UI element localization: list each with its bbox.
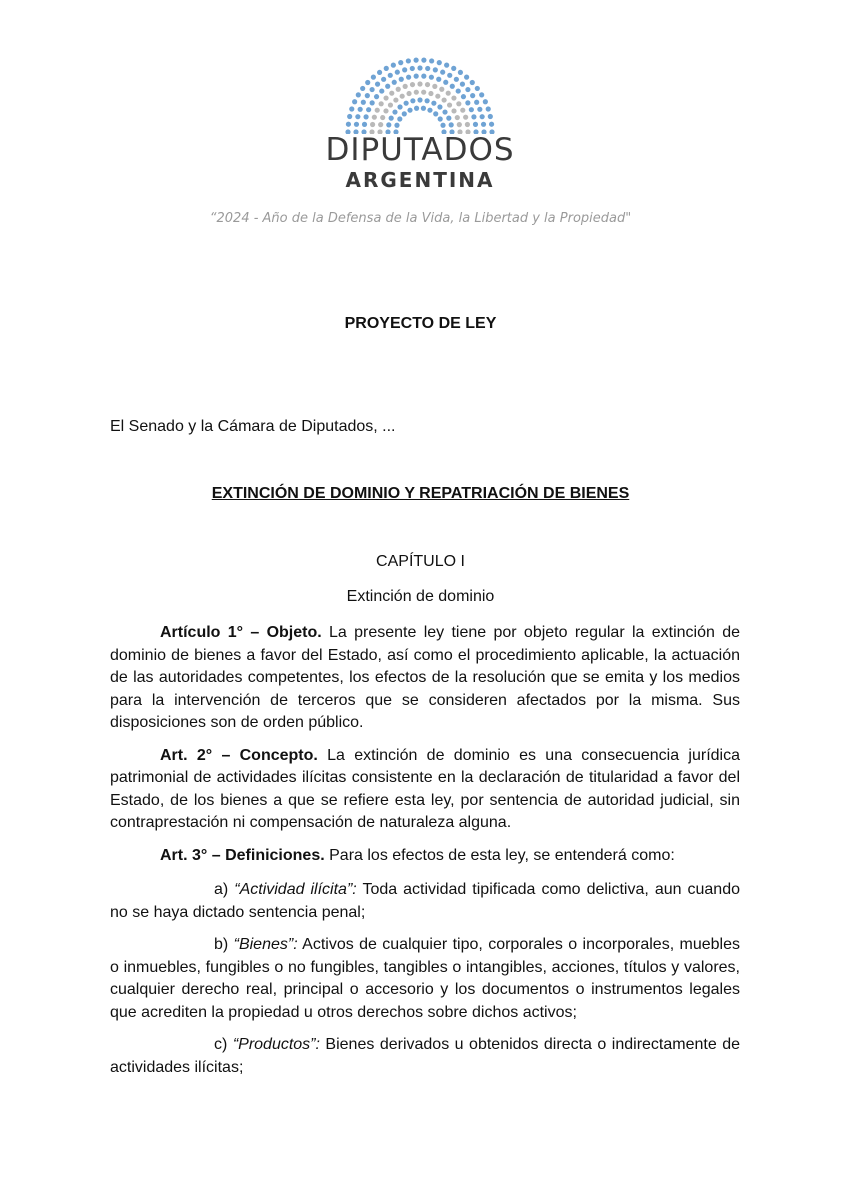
definition-term: “Bienes”: [233, 936, 298, 953]
definition-letter: c) [214, 1036, 228, 1053]
hemicycle-seat-dot [429, 75, 434, 80]
hemicycle-seat-dot [429, 58, 434, 63]
article-1 [110, 622, 740, 735]
hemicycle-seat-dot [404, 101, 409, 106]
intro-line: El Senado y la Cámara de Diputados, ... [110, 418, 396, 435]
definition-b [110, 934, 740, 1024]
hemicycle-seat-dot [392, 109, 397, 114]
hemicycle-seat-dot [361, 100, 366, 105]
hemicycle-seat-dot [402, 67, 407, 72]
hemicycle-seat-dot [375, 82, 380, 87]
hemicycle-seat-dot [383, 95, 388, 100]
hemicycle-seat-dot [457, 122, 462, 127]
hemicycle-seat-dot [356, 92, 361, 97]
hemicycle-seat-dot [440, 70, 445, 75]
hemicycle-seat-dot [444, 63, 449, 68]
hemicycle-seat-dot [370, 87, 375, 92]
hemicycle-seat-dot [389, 91, 394, 96]
article-heading: Art. 2° – Concepto. [160, 746, 318, 764]
hemicycle-seat-dot [403, 84, 408, 89]
hemicycle-seat-dot [465, 122, 470, 127]
chapter-heading: CAPÍTULO I [376, 553, 465, 570]
definition-text: Toda actividad tipificada como delictiva, aun cuando no se haya dictado sentencia penal; [110, 881, 741, 921]
hemicycle-seat-dot [363, 114, 368, 119]
hemicycle-seat-dot [417, 97, 422, 102]
hemicycle-seat-dot [375, 108, 380, 113]
hemicycle-seat-dot [349, 106, 354, 111]
definition-text: Activos de cualquier tipo, corporales o incorporales, muebles o inmuebles, fungibles o no fungibles, tangibles o intangibles, acciones, títulos y valores, cualquier derecho real, principal o accesorio y los documentos o instrumentos legales que acrediten la propiedad u otros derechos sobre dichos activos; [110, 936, 740, 1021]
hemicycle-seat-dot [395, 70, 400, 75]
hemicycle-seat-dot [406, 91, 411, 96]
hemicycle-seat-dot [372, 115, 377, 120]
hemicycle-seat-dot [385, 84, 390, 89]
hemicycle-seat-dot [366, 107, 371, 112]
hemicycle-seat-dot [365, 93, 370, 98]
hemicycle-seat-dot [483, 99, 488, 104]
hemicycle-seat-dot [470, 93, 475, 98]
hemicycle-seat-dot [381, 77, 386, 82]
hemicycle-seat-dot [394, 123, 399, 128]
definition-letter: b) [214, 936, 229, 953]
hemicycle-seat-dot [421, 90, 426, 95]
hemicycle-seat-dot [455, 115, 460, 120]
hemicycle-seat-dot [414, 74, 419, 79]
hemicycle-seat-dot [362, 122, 367, 127]
hemicycle-seat-dot [479, 92, 484, 97]
hemicycle-seat-dot [470, 80, 475, 85]
hemicycle-seat-dot [436, 77, 441, 82]
hemicycle-seat-dot [465, 87, 470, 92]
logo-name: DIPUTADOS [325, 132, 515, 168]
law-title: EXTINCIÓN DE DOMINIO Y REPATRIACIÓN DE BIENES [211, 485, 630, 502]
hemicycle-seat-dot [402, 111, 407, 116]
hemicycle-seat-dot [464, 75, 469, 80]
hemicycle-seat-dot [447, 73, 452, 78]
hemicycle-seat-dot [417, 65, 422, 70]
hemicycle-seat-dot [414, 106, 419, 111]
hemicycle-seat-dot [358, 107, 363, 112]
hemicycle-seat-dot [450, 84, 455, 89]
hemicycle-seat-dot [398, 60, 403, 65]
hemicycle-seat-dot [469, 107, 474, 112]
hemicycle-seat-dot [421, 74, 426, 79]
hemicycle-seat-dot [347, 114, 352, 119]
hemicycle-seat-dot [437, 104, 442, 109]
diputados-logo [300, 48, 540, 198]
hemicycle-seat-dot [388, 73, 393, 78]
hemicycle-seat-dot [486, 106, 491, 111]
hemicycle-seat-dot [456, 101, 461, 106]
hemicycle-seat-dot [449, 122, 454, 127]
hemicycle-seat-dot [396, 87, 401, 92]
hemicycle-seat-dot [446, 91, 451, 96]
definition-a [110, 879, 740, 924]
article-2 [110, 745, 740, 835]
article-heading: Artículo 1° – Objeto. [160, 624, 322, 641]
hemicycle-seat-dot [406, 75, 411, 80]
hemicycle-seat-dot [384, 66, 389, 71]
hemicycle-seat-dot [428, 91, 433, 96]
hemicycle-seat-dot [442, 109, 447, 114]
hemicycle-seat-dot [400, 94, 405, 99]
hemicycle-seat-dot [371, 75, 376, 80]
hemicycle-seat-dot [380, 115, 385, 120]
hemicycle-seat-dot [460, 108, 465, 113]
hemicycle-seat-dot [379, 88, 384, 93]
hemicycle-seat-dot [386, 122, 391, 127]
hemicycle-seat-dot [489, 122, 494, 127]
hemicycle-seat-dot [443, 80, 448, 85]
logo-country: ARGENTINA [345, 168, 495, 192]
hemicycle-seat-dot [460, 82, 465, 87]
hemicycle-seat-dot [391, 63, 396, 68]
hemicycle-logo-icon [344, 54, 496, 134]
hemicycle-seat-dot [355, 114, 360, 119]
article-text: La presente ley tiene por objeto regular la extinción de dominio de bienes a favor del Estado, así como el procedimiento aplicable, la actuación de las autoridades competentes, los efectos de la resolución que se emita y los medios para la intervención de terceros que se consideren afectados por la misma. Sus disposiciones son de orden público. [110, 624, 740, 731]
article-heading: Art. 3° – Definiciones. [160, 846, 325, 864]
document-title: PROYECTO DE LEY [344, 315, 497, 332]
hemicycle-seat-dot [454, 77, 459, 82]
hemicycle-seat-dot [451, 95, 456, 100]
hemicycle-seat-dot [456, 88, 461, 93]
hemicycle-seat-dot [481, 122, 486, 127]
hemicycle-seat-dot [365, 80, 370, 85]
hemicycle-seat-dot [410, 82, 415, 87]
definition-c [110, 1034, 740, 1079]
hemicycle-seat-dot [417, 81, 422, 86]
hemicycle-seat-dot [440, 123, 445, 128]
hemicycle-seat-dot [410, 98, 415, 103]
hemicycle-seat-dot [427, 108, 432, 113]
definition-text: Bienes derivados u obtenidos directa o indirectamente de actividades ilícitas; [110, 1036, 741, 1076]
hemicycle-seat-dot [407, 108, 412, 113]
document-body [110, 622, 740, 1089]
hemicycle-seat-dot [463, 115, 468, 120]
hemicycle-seat-dot [477, 107, 482, 112]
hemicycle-seat-dot [437, 60, 442, 65]
hemicycle-seat-dot [388, 102, 393, 107]
definition-term: “Productos”: [232, 1036, 320, 1053]
hemicycle-seat-dot [378, 122, 383, 127]
hemicycle-seat-dot [435, 94, 440, 99]
hemicycle-seat-dot [461, 94, 466, 99]
hemicycle-seat-dot [471, 114, 476, 119]
definition-term: “Actividad ilícita”: [234, 881, 357, 898]
hemicycle-seat-dot [389, 116, 394, 121]
hemicycle-seat-dot [442, 97, 447, 102]
hemicycle-seat-dot [352, 99, 357, 104]
hemicycle-seat-dot [393, 97, 398, 102]
hemicycle-seat-dot [473, 122, 478, 127]
hemicycle-seat-dot [465, 100, 470, 105]
hemicycle-seat-dot [425, 82, 430, 87]
hemicycle-seat-dot [414, 90, 419, 95]
hemicycle-seat-dot [374, 94, 379, 99]
chapter-subtitle: Extinción de dominio [346, 588, 495, 605]
hemicycle-seat-dot [392, 80, 397, 85]
hemicycle-seat-dot [354, 122, 359, 127]
hemicycle-seat-dot [360, 86, 365, 91]
hemicycle-seat-dot [488, 114, 493, 119]
hemicycle-seat-dot [377, 70, 382, 75]
hemicycle-seat-dot [425, 66, 430, 71]
hemicycle-seat-dot [451, 66, 456, 71]
hemicycle-seat-dot [480, 114, 485, 119]
hemicycle-seat-dot [370, 100, 375, 105]
hemicycle-seat-dot [346, 122, 351, 127]
article-text: La extinción de dominio es una consecuencia jurídica patrimonial de actividades ilícitas consistente en la declaración de titularidad a favor del Estado, de los bienes a que se refiere esta ley, por sentencia de autoridad judicial, sin contraprestación ni compensación de naturaleza alguna. [110, 746, 740, 831]
hemicycle-seat-dot [397, 104, 402, 109]
hemicycle-seat-dot [475, 86, 480, 91]
year-motto: “2024 - Año de la Defensa de la Vida, la Libertad y la Propiedad" [209, 211, 632, 226]
hemicycle-seat-dot [397, 116, 402, 121]
hemicycle-seat-dot [370, 122, 375, 127]
hemicycle-seat-dot [447, 102, 452, 107]
hemicycle-seat-dot [425, 98, 430, 103]
hemicycle-seat-dot [432, 84, 437, 89]
hemicycle-seat-dot [431, 101, 436, 106]
article-text: Para los efectos de esta ley, se entenderá como: [324, 846, 675, 864]
hemicycle-seat-dot [399, 77, 404, 82]
hemicycle-seat-dot [414, 58, 419, 63]
hemicycle-seat-dot [433, 111, 438, 116]
hemicycle-seat-dot [451, 108, 456, 113]
hemicycle-seat-dot [458, 70, 463, 75]
hemicycle-seat-dot [410, 66, 415, 71]
hemicycle-seat-dot [421, 106, 426, 111]
hemicycle-seat-dot [439, 87, 444, 92]
hemicycle-seat-dot [406, 58, 411, 63]
hemicycle-seat-dot [474, 100, 479, 105]
article-3 [110, 845, 740, 868]
hemicycle-seat-dot [421, 58, 426, 63]
hemicycle-seat-dot [438, 116, 443, 121]
definition-letter: a) [214, 881, 229, 898]
hemicycle-seat-dot [383, 108, 388, 113]
hemicycle-seat-dot [433, 67, 438, 72]
hemicycle-seat-dot [446, 116, 451, 121]
hemicycle-seat-dot [379, 101, 384, 106]
